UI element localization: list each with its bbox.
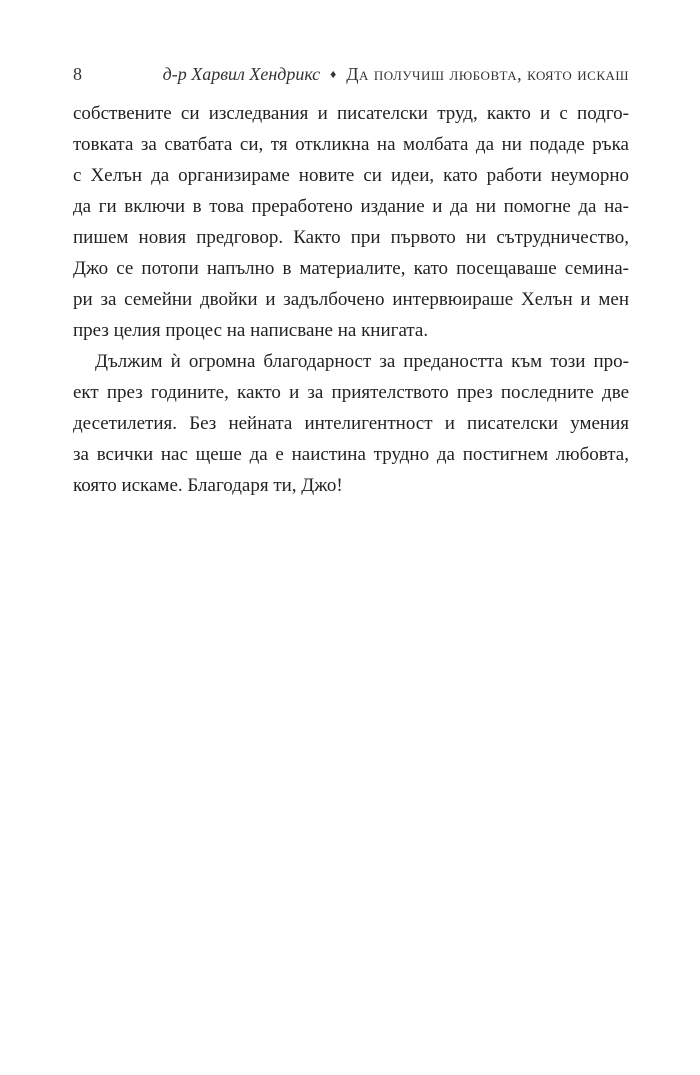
text-line: Дължим ѝ огромна благодарност за предаността към този про- xyxy=(95,351,629,372)
author-name: д-р Харвил Хендрикс xyxy=(162,64,321,84)
text-line: да ги включи в това преработено издание и да ни помогне да на- xyxy=(73,196,629,217)
book-title: Да получиш любовта, която искаш xyxy=(346,64,629,84)
running-head xyxy=(73,60,629,88)
text-line: собствените си изследвания и писателски труд, както и с подго- xyxy=(73,103,629,124)
text-line: за всички нас щеше да е наистина трудно да постигнем любовта, xyxy=(73,444,629,465)
text-line: пишем новия предговор. Както при първото ни сътрудничество, xyxy=(73,227,629,248)
text-line: с Хелън да организираме новите си идеи, като работи неуморно xyxy=(73,165,629,186)
running-head-right xyxy=(163,60,629,90)
paragraph-1 xyxy=(73,98,629,346)
text-line: десетилетия. Без нейната интелигентност и писателски умения xyxy=(73,413,629,434)
text-line: ри за семейни двойки и задълбочено интервюираше Хелън и мен xyxy=(73,289,629,310)
diamond-separator-icon: ♦ xyxy=(330,67,337,81)
text-line: ект през годините, както и за приятелството през последните две xyxy=(73,382,629,403)
text-line: Джо се потопи напълно в материалите, като посещаваше семина- xyxy=(73,258,629,279)
text-line: през целия процес на написване на книгата. xyxy=(73,320,429,341)
text-line: която искаме. Благодаря ти, Джо! xyxy=(73,475,343,496)
text-line: товката за сватбата си, тя откликна на молбата да ни подаде ръка xyxy=(73,134,629,155)
body-text xyxy=(73,98,629,501)
page-number: 8 xyxy=(73,64,82,84)
paragraph-2 xyxy=(73,346,629,501)
